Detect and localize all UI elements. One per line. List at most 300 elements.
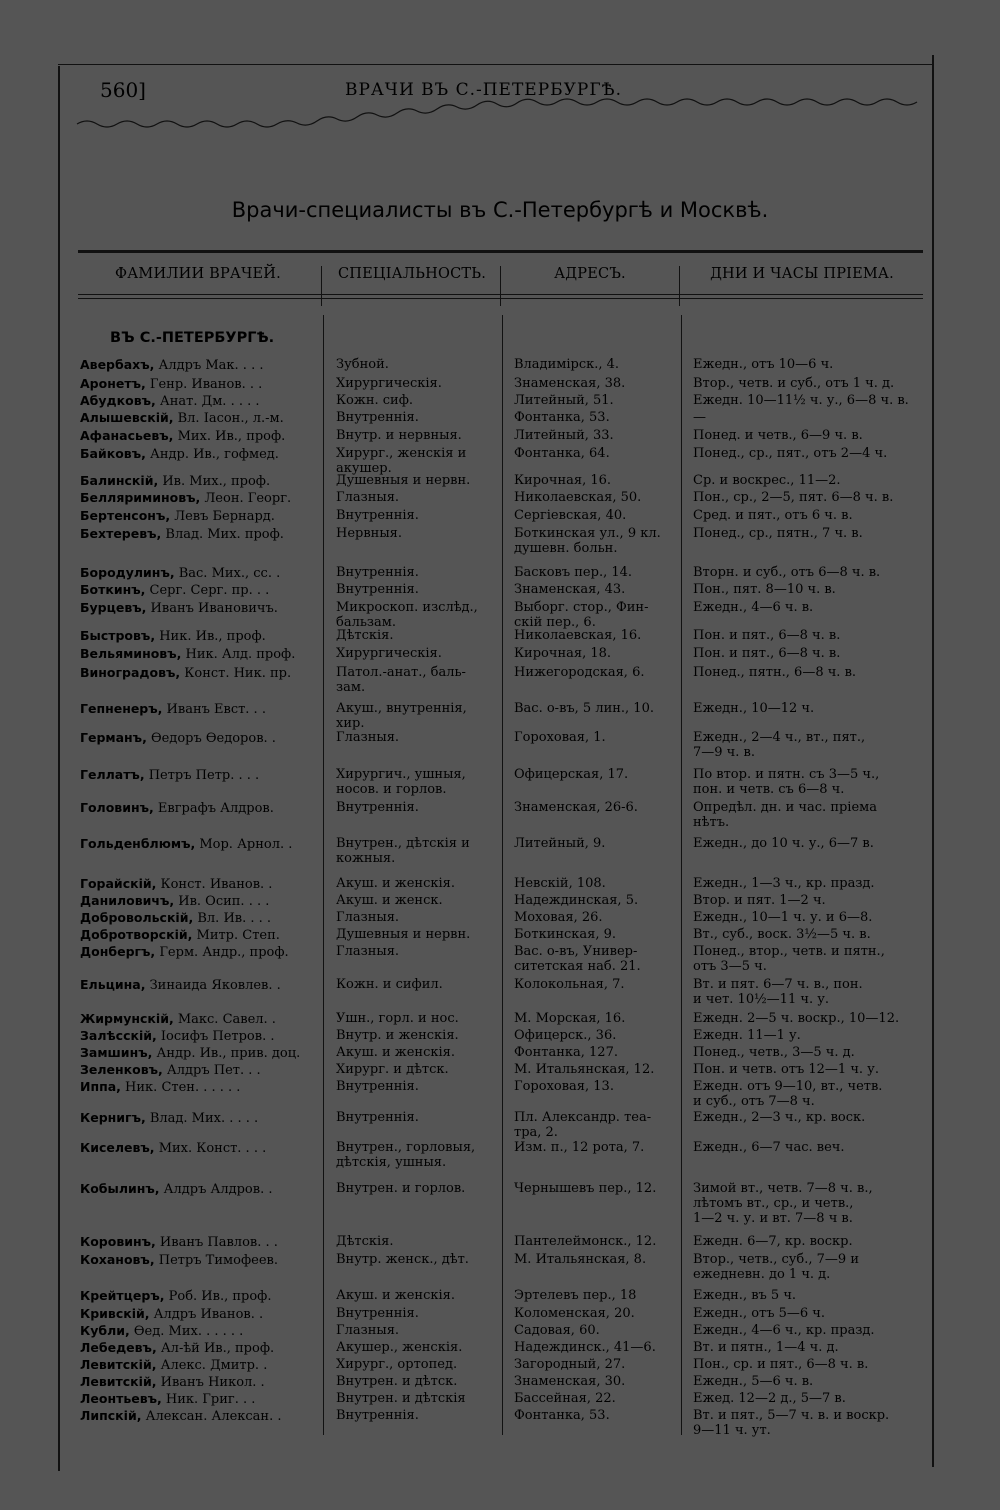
column-header-address: АДРЕСЪ.: [554, 266, 626, 282]
doctor-surname: Горайскій,: [80, 876, 157, 891]
doctor-name: [80, 1011, 276, 1027]
doctor-specialty: [336, 646, 442, 661]
doctor-specialty: [336, 628, 394, 643]
doctor-surname: Кохановъ,: [80, 1252, 155, 1267]
doctor-address-line: Загородный, 27.: [514, 1357, 626, 1372]
doctor-address-line: Знаменская, 30.: [514, 1374, 626, 1389]
doctor-name: [80, 646, 295, 662]
doctor-specialty-line: Кожн. сиф.: [336, 393, 414, 408]
doctor-hours-line: 1—2 ч. у. и вт. 7—8 ч в.: [693, 1211, 853, 1226]
doctor-hours-line: Ежед. 12—2 д., 5—7 в.: [693, 1391, 846, 1406]
doctor-hours-line: Понед., ср., пятн., 7 ч. в.: [693, 526, 863, 541]
doctor-given-name: Іосифъ Петров. .: [156, 1029, 275, 1044]
doctor-surname: Геллатъ,: [80, 767, 145, 782]
column-divider-1: [321, 266, 322, 306]
doctor-name-line: [80, 1374, 265, 1390]
doctor-address-line: Фонтанка, 127.: [514, 1045, 618, 1060]
doctor-specialty-line: Акуш., внутреннія,: [336, 701, 467, 716]
doctor-address-line: Надеждинская, 5.: [514, 893, 639, 908]
doctor-name-line: [80, 646, 295, 662]
doctor-name-line: [80, 767, 259, 783]
doctor-name: [80, 473, 270, 489]
doctor-address: [514, 1391, 616, 1406]
doctor-hours-line: —: [693, 410, 706, 425]
doctor-hours: [693, 490, 893, 505]
doctor-address-line: Литейный, 9.: [514, 836, 606, 851]
doctor-specialty-line: Внутрен. и горлов.: [336, 1181, 466, 1196]
doctor-surname: Добротворскій,: [80, 927, 193, 942]
doctor-specialty: [336, 800, 419, 815]
doctor-specialty-line: Акуш. и женскія.: [336, 1288, 455, 1303]
doctor-address: [514, 1140, 644, 1155]
doctor-name-line: [80, 836, 292, 852]
doctor-name-line: [80, 893, 269, 909]
doctor-given-name: Иванъ Ивановичъ.: [146, 601, 278, 616]
doctor-name-line: [80, 490, 291, 506]
doctor-surname: Кубли,: [80, 1323, 130, 1338]
doctor-specialty-line: Внутрен. и дѣтскія: [336, 1391, 466, 1406]
doctor-name: [80, 1391, 255, 1407]
doctor-name: [80, 665, 291, 681]
doctor-hours-line: Понед. и четв., 6—9 ч. в.: [693, 428, 863, 443]
doctor-specialty: [336, 376, 442, 391]
doctor-name-line: [80, 665, 291, 681]
doctor-name: [80, 876, 272, 892]
doctor-surname: Вельяминовъ,: [80, 646, 182, 661]
doctor-name-line: [80, 628, 266, 644]
doctor-name-line: [80, 977, 281, 993]
doctor-hours-line: Зимой вт., четв. 7—8 ч. в.,: [693, 1181, 873, 1196]
doctor-hours-line: отъ 3—5 ч.: [693, 959, 767, 974]
doctor-specialty: [336, 1391, 466, 1406]
doctor-hours: [693, 446, 887, 461]
page-title: Врачи-специалисты въ С.-Петербургѣ и Москвѣ.: [231, 198, 769, 222]
doctor-specialty: [336, 1306, 419, 1321]
doctor-name-line: [80, 1252, 278, 1268]
doctor-name: [80, 490, 291, 506]
doctor-name-line: [80, 701, 266, 717]
doctor-surname: Даниловичъ,: [80, 893, 175, 908]
doctor-hours: [693, 1357, 868, 1372]
doctor-hours-line: Вт. и пят. 6—7 ч. в., пон.: [693, 977, 863, 992]
doctor-surname: Алышевскій,: [80, 410, 174, 425]
doctor-specialty-line: Внутреннія.: [336, 800, 419, 815]
doctor-address-line: Литейный, 33.: [514, 428, 614, 443]
doctor-name-line: [80, 376, 262, 392]
doctor-specialty-line: дѣтскія, ушныя.: [336, 1155, 447, 1170]
doctor-name: [80, 357, 263, 373]
doctor-address-line: Нижегородская, 6.: [514, 665, 645, 680]
doctor-name: [80, 1408, 282, 1424]
doctor-surname: Гепненеръ,: [80, 701, 163, 716]
doctor-surname: Кобылинъ,: [80, 1181, 160, 1196]
doctor-name-line: [80, 582, 269, 598]
doctor-name-line: [80, 428, 285, 444]
doctor-specialty-line: Акуш. и женск.: [336, 893, 443, 908]
doctor-name: [80, 893, 269, 909]
doctor-surname: Байковъ,: [80, 446, 146, 461]
doctor-given-name: Мор. Арнол. .: [195, 837, 293, 852]
doctor-specialty: [336, 1408, 419, 1423]
doctor-specialty: [336, 410, 419, 425]
doctor-hours-line: Ежедн., отъ 5—6 ч.: [693, 1306, 826, 1321]
doctor-address: [514, 508, 626, 523]
doctor-hours-line: Понед., втор., четв. и пятн.,: [693, 944, 885, 959]
doctor-name: [80, 1340, 274, 1356]
doctor-given-name: Ив. Осип. . . .: [174, 894, 270, 909]
doctor-hours: [693, 1374, 813, 1389]
doctor-given-name: Вл. Іасон., л.-м.: [173, 411, 284, 426]
doctor-surname: Лебедевъ,: [80, 1340, 157, 1355]
doctor-address: [514, 1323, 600, 1338]
doctor-given-name: Иванъ Евст. . .: [162, 702, 266, 717]
doctor-hours: [693, 1340, 839, 1355]
doctor-specialty: [336, 490, 399, 505]
doctor-address-line: Знаменская, 43.: [514, 582, 626, 597]
doctor-hours-line: Пон., ср. и пят., 6—8 ч. в.: [693, 1357, 869, 1372]
doctor-address-line: Бассейная, 22.: [514, 1391, 616, 1406]
doctor-surname: Афанасьевъ,: [80, 428, 174, 443]
doctor-address-line: Фонтанка, 53.: [514, 1408, 610, 1423]
doctor-specialty-line: Внутреннія.: [336, 565, 419, 580]
doctor-hours-line: По втор. и пятн. съ 3—5 ч.,: [693, 767, 880, 782]
doctor-hours-line: Ежедн., 4—6 ч., кр. празд.: [693, 1323, 875, 1338]
doctor-given-name: Вас. Мих., сс. .: [174, 566, 281, 581]
doctor-specialty-line: Патол.-анат., баль-: [336, 665, 466, 680]
doctor-given-name: Влад. Мих. . . . .: [145, 1111, 259, 1126]
doctor-name-line: [80, 1288, 271, 1304]
doctor-address-line: Николаевская, 16.: [514, 628, 642, 643]
doctor-hours: [693, 927, 871, 942]
doctor-surname: Гольденблюмъ,: [80, 836, 196, 851]
doctor-name-line: [80, 876, 272, 892]
doctor-given-name: Алдръ Пет. . .: [162, 1063, 261, 1078]
doctor-name: [80, 1028, 274, 1044]
doctor-specialty: [336, 1288, 455, 1303]
doctor-name-line: [80, 1045, 300, 1061]
doctor-name: [80, 410, 284, 426]
doctor-address: [514, 490, 641, 505]
doctor-surname: Кривскій,: [80, 1306, 150, 1321]
column-divider-2: [500, 266, 501, 306]
doctor-hours: [693, 473, 841, 488]
doctor-given-name: Петръ Тимофеев.: [154, 1253, 278, 1268]
doctor-name-line: [80, 800, 274, 816]
doctor-hours: [693, 1181, 873, 1226]
doctor-hours-line: Ежедн., 2—3 ч., кр. воск.: [693, 1110, 866, 1125]
doctor-address-line: Владимірск., 4.: [514, 357, 620, 372]
doctor-surname: Добровольскій,: [80, 910, 194, 925]
doctor-specialty: [336, 582, 419, 597]
doctor-specialty-line: Акушер., женскія.: [336, 1340, 463, 1355]
doctor-hours: [693, 646, 840, 661]
doctor-name-line: [80, 944, 289, 960]
doctor-specialty: [336, 876, 455, 891]
doctor-specialty-line: Глазныя.: [336, 944, 400, 959]
doctor-hours: [693, 876, 875, 891]
doctor-name: [80, 428, 285, 444]
doctor-address: [514, 1288, 636, 1303]
doctor-hours-line: Вт., суб., воск. 3½—5 ч. в.: [693, 927, 871, 942]
doctor-address-line: Кирочная, 18.: [514, 646, 612, 661]
doctor-specialty-line: Глазныя.: [336, 1323, 400, 1338]
doctor-specialty-line: Дѣтскія.: [336, 1234, 394, 1249]
doctor-name-line: [80, 393, 260, 409]
doctor-hours-line: Ежедн., 10—1 ч. у. и 6—8.: [693, 910, 873, 925]
doctor-specialty: [336, 1181, 465, 1196]
doctor-surname: Зеленковъ,: [80, 1062, 163, 1077]
doctor-specialty-line: Хирургическія.: [336, 646, 442, 661]
doctor-address: [514, 767, 628, 782]
doctor-specialty-line: Внутр. и нервныя.: [336, 428, 462, 443]
doctor-specialty-line: Глазныя.: [336, 730, 400, 745]
doctor-address: [514, 910, 603, 925]
doctor-name: [80, 767, 259, 783]
doctor-specialty-line: Внутрен., горловыя,: [336, 1140, 476, 1155]
doctor-name: [80, 1374, 265, 1390]
doctor-specialty-line: Внутрен. и дѣтск.: [336, 1374, 458, 1389]
doctor-hours-line: пон. и четв. съ 6—8 ч.: [693, 782, 845, 797]
doctor-address-line: Коломенская, 20.: [514, 1306, 635, 1321]
doctor-hours-line: Ежедн., отъ 10—6 ч.: [693, 357, 834, 372]
doctor-hours-line: 7—9 ч. в.: [693, 745, 755, 760]
doctor-name: [80, 1181, 272, 1197]
doctor-hours: [693, 1110, 865, 1125]
doctor-specialty-line: Внутреннія.: [336, 1408, 419, 1423]
doctor-given-name: Серг. Серг. пр. . .: [145, 583, 270, 598]
doctor-given-name: Алекс. Дмитр. .: [156, 1358, 268, 1373]
doctor-address-line: Вас. о-въ, Универ-: [514, 944, 638, 959]
doctor-given-name: Зинаида Яковлев. .: [145, 978, 281, 993]
doctor-name: [80, 565, 280, 581]
doctor-given-name: Ник. Ив., проф.: [155, 629, 266, 644]
doctor-specialty: [336, 910, 399, 925]
doctor-given-name: Анат. Дм. . . . .: [155, 394, 260, 409]
doctor-address-line: Выборг. стор., Фин-: [514, 600, 649, 615]
doctor-name-line: [80, 565, 280, 581]
doctor-address: [514, 1045, 618, 1060]
doctor-name: [80, 1357, 267, 1373]
doctor-given-name: Евграфъ Алдров.: [153, 801, 274, 816]
doctor-name: [80, 1110, 258, 1126]
doctor-address-line: Фонтанка, 64.: [514, 446, 610, 461]
doctor-address: [514, 376, 625, 391]
doctor-specialty-line: Внутреннія.: [336, 1306, 419, 1321]
frame-top-border: [58, 64, 934, 65]
doctor-surname: Липскій,: [80, 1408, 142, 1423]
doctor-address-line: скій пер., 6.: [514, 615, 596, 630]
doctor-address-line: Эртелевъ пер., 18: [514, 1288, 637, 1303]
doctor-specialty-line: хир.: [336, 716, 365, 731]
doctor-given-name: Ник. Алд. проф.: [181, 647, 296, 662]
doctor-given-name: Герм. Андр., проф.: [155, 945, 289, 960]
doctor-address: [514, 646, 611, 661]
doctor-hours: [693, 1062, 879, 1077]
doctor-address-line: душевн. больн.: [514, 541, 618, 556]
doctor-address: [514, 357, 619, 372]
doctor-surname: Виноградовъ,: [80, 665, 181, 680]
doctor-specialty: [336, 665, 466, 695]
doctor-name: [80, 508, 275, 524]
doctor-name: [80, 1079, 240, 1095]
doctor-name: [80, 1323, 243, 1339]
doctor-specialty: [336, 1252, 469, 1267]
doctor-specialty: [336, 944, 399, 959]
doctor-address-line: Вас. о-въ, 5 лин., 10.: [514, 701, 654, 716]
doctor-given-name: Генр. Иванов. . .: [145, 377, 263, 392]
doctor-name-line: [80, 1408, 282, 1424]
doctor-address-line: Литейный, 51.: [514, 393, 614, 408]
doctor-specialty: [336, 1234, 394, 1249]
doctor-address: [514, 893, 638, 908]
doctor-surname: Авербахъ,: [80, 357, 155, 372]
doctor-specialty-line: Зубной.: [336, 357, 389, 372]
doctor-specialty: [336, 1079, 419, 1094]
doctor-address: [514, 977, 625, 992]
doctor-hours: [693, 1252, 859, 1282]
doctor-name: [80, 628, 266, 644]
doctor-given-name: Конст. Ник. пр.: [180, 666, 292, 681]
doctor-name: [80, 701, 266, 717]
doctor-hours-line: Ср. и воскрес., 11—2.: [693, 473, 841, 488]
doctor-name: [80, 526, 284, 542]
doctor-name-line: [80, 473, 270, 489]
doctor-given-name: Леон. Георг.: [200, 491, 292, 506]
doctor-specialty: [336, 1028, 459, 1043]
doctor-name-line: [80, 1028, 274, 1044]
doctor-specialty: [336, 526, 402, 541]
doctor-hours-line: Ежедн., 2—4 ч., вт., пят.,: [693, 730, 866, 745]
doctor-address: [514, 600, 648, 630]
doctor-specialty: [336, 1374, 457, 1389]
doctor-given-name: Петръ Петр. . . .: [144, 768, 260, 783]
doctor-specialty-line: Внутреннія.: [336, 410, 419, 425]
doctor-hours: [693, 1028, 801, 1043]
column-divider-3: [679, 266, 680, 306]
doctor-address: [514, 701, 654, 716]
doctor-surname: Бертенсонъ,: [80, 508, 171, 523]
doctor-address-line: Пл. Александр. теа-: [514, 1110, 652, 1125]
doctor-address-line: Боткинская ул., 9 кл.: [514, 526, 661, 541]
doctor-address: [514, 1408, 610, 1423]
doctor-surname: Аронетъ,: [80, 376, 146, 391]
doctor-hours: [693, 428, 863, 443]
doctor-surname: Абудковъ,: [80, 393, 156, 408]
doctor-hours: [693, 508, 853, 523]
doctor-address: [514, 526, 661, 556]
doctor-specialty-line: Глазныя.: [336, 910, 400, 925]
doctor-specialty-line: Внутреннія.: [336, 1079, 419, 1094]
doctor-specialty-line: Внутреннія.: [336, 508, 419, 523]
doctor-specialty-line: Душевныя и нервн.: [336, 473, 471, 488]
doctor-name-line: [80, 1391, 255, 1407]
frame-left-border: [58, 66, 60, 1471]
doctor-address: [514, 565, 632, 580]
doctor-address-line: Садовая, 60.: [514, 1323, 600, 1338]
doctor-specialty: [336, 428, 462, 443]
doctor-address-line: Пантелеймонск., 12.: [514, 1234, 657, 1249]
doctor-hours-line: Сред. и пят., отъ 6 ч. в.: [693, 508, 853, 523]
doctor-hours-line: ежедневн. до 1 ч. д.: [693, 1267, 831, 1282]
doctor-address: [514, 1110, 651, 1140]
doctor-hours: [693, 665, 856, 680]
doctor-surname: Белляриминовъ,: [80, 490, 201, 505]
doctor-specialty-line: акушер.: [336, 461, 392, 476]
doctor-surname: Замшинъ,: [80, 1045, 153, 1060]
doctor-given-name: Влад. Мих. проф.: [161, 527, 284, 542]
doctor-name: [80, 582, 269, 598]
doctor-address-line: Офицерская, 17.: [514, 767, 629, 782]
doctor-given-name: Алдръ Иванов. .: [149, 1307, 264, 1322]
doctor-address: [514, 1028, 616, 1043]
doctor-address: [514, 410, 610, 425]
doctor-hours: [693, 1408, 889, 1438]
doctor-name-line: [80, 1140, 266, 1156]
doctor-hours-line: Ежедн., 6—7 час. веч.: [693, 1140, 845, 1155]
doctor-specialty-line: Хирургич., ушныя,: [336, 767, 466, 782]
wavy-divider: [75, 96, 925, 136]
doctor-hours: [693, 600, 813, 615]
doctor-hours: [693, 376, 894, 391]
doctor-specialty-line: Кожн. и сифил.: [336, 977, 443, 992]
doctor-address: [514, 446, 610, 461]
doctor-specialty-line: Внутреннія.: [336, 1110, 419, 1125]
doctor-address-line: Фонтанка, 53.: [514, 410, 610, 425]
doctor-name: [80, 376, 262, 392]
doctor-hours-line: Опредѣл. дн. и час. пріема: [693, 800, 878, 815]
doctor-hours-line: Ежедн. 10—11½ ч. у., 6—8 ч. в.: [693, 393, 909, 408]
doctor-address-line: ситетская наб. 21.: [514, 959, 641, 974]
doctor-hours-line: Ежедн., въ 5 ч.: [693, 1288, 797, 1303]
doctor-hours: [693, 1079, 882, 1109]
doctor-specialty: [336, 730, 399, 745]
doctor-given-name: Алдръ Мак. . . .: [154, 358, 264, 373]
doctor-address-line: Чернышевъ пер., 12.: [514, 1181, 657, 1196]
doctor-surname: Коровинъ,: [80, 1234, 156, 1249]
doctor-name: [80, 910, 271, 926]
doctor-hours-line: Втор., четв., суб., 7—9 и: [693, 1252, 859, 1267]
doctor-given-name: Өедоръ Өедоров. .: [146, 731, 276, 746]
doctor-hours: [693, 701, 814, 716]
doctor-name-line: [80, 357, 263, 373]
doctor-given-name: Левъ Бернард.: [170, 509, 275, 524]
doctor-hours-line: Ежедн., 5—6 ч. в.: [693, 1374, 814, 1389]
doctor-given-name: Митр. Степ.: [192, 928, 280, 943]
doctor-address: [514, 1181, 656, 1196]
doctor-name: [80, 1140, 266, 1156]
doctor-surname: Балинскій,: [80, 473, 159, 488]
doctor-address-line: М. Итальянская, 8.: [514, 1252, 647, 1267]
doctor-address-line: Сергіевская, 40.: [514, 508, 627, 523]
column-divider-3-body: [681, 315, 682, 1435]
doctor-address-line: М. Итальянская, 12.: [514, 1062, 655, 1077]
doctor-specialty-line: Внутрен., дѣтскія и: [336, 836, 470, 851]
doctor-address: [514, 665, 644, 680]
doctor-specialty: [336, 701, 467, 731]
doctor-address: [514, 393, 614, 408]
doctor-name: [80, 927, 280, 943]
doctor-address: [514, 1234, 656, 1249]
doctor-address-line: Колокольная, 7.: [514, 977, 625, 992]
doctor-hours-line: Ежедн., 10—12 ч.: [693, 701, 815, 716]
doctor-hours-line: Ежедн. отъ 9—10, вт., четв.: [693, 1079, 883, 1094]
doctor-specialty-line: Хирург. и дѣтск.: [336, 1062, 449, 1077]
doctor-given-name: Макс. Савел. .: [173, 1012, 276, 1027]
doctor-hours: [693, 526, 863, 541]
doctor-surname: Левитскій,: [80, 1374, 157, 1389]
doctor-name-line: [80, 1181, 272, 1197]
doctor-address-line: Боткинская, 9.: [514, 927, 617, 942]
